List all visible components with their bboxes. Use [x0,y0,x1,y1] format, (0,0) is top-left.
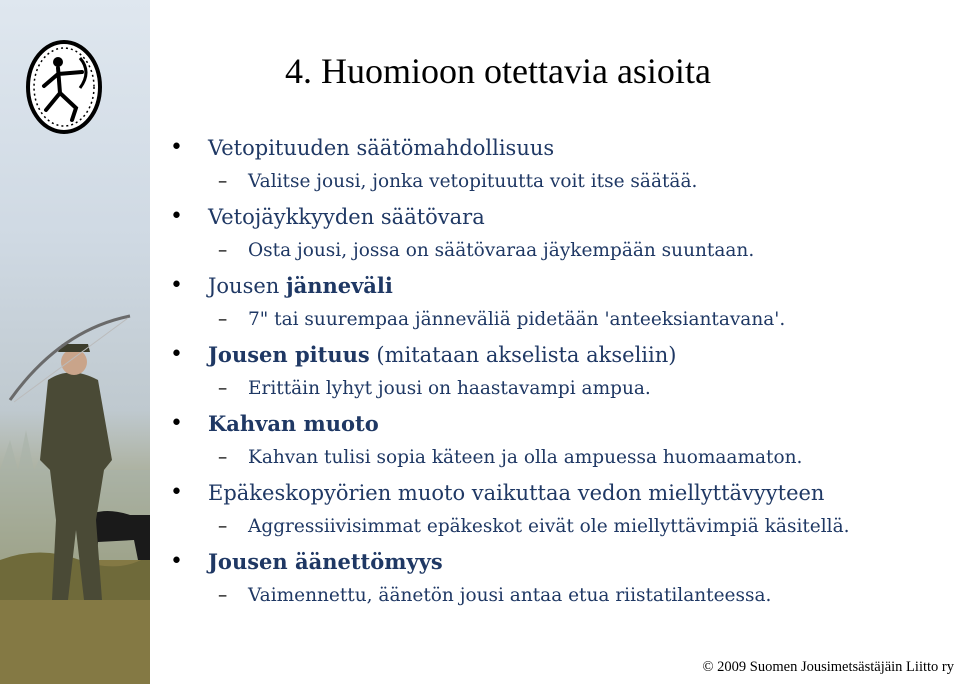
bullet-text: Epäkeskopyörien muoto vaikuttaa vedon miellyttävyyteen [208,481,825,505]
bullet-marker: • [170,135,183,160]
bullet-marker: • [170,204,183,229]
sub-item [170,443,950,477]
bullet-text: Jousen [208,274,286,298]
bullet-text-bold: Jousen äänettömyys [208,549,443,574]
bullet-item [170,201,950,236]
bullet-marker: • [170,411,183,436]
sub-item [170,236,950,270]
dash-marker: – [218,516,228,537]
sub-item [170,581,950,615]
bullet-marker: • [170,480,183,505]
bullet-item [170,546,950,581]
sub-text: Valitse jousi, jonka vetopituutta voit itse säätää. [248,171,698,192]
bullet-marker: • [170,342,183,367]
bullet-item [170,477,950,512]
sub-text: Kahvan tulisi sopia käteen ja olla ampuessa huomaamaton. [248,447,803,468]
bullet-item [170,339,950,374]
archer-emblem-icon [24,38,104,136]
dash-marker: – [218,240,228,261]
bullet-item [170,408,950,443]
bullet-item [170,270,950,305]
bullet-text-bold: jänneväli [286,273,393,298]
bullet-list [170,132,950,615]
dash-marker: – [218,585,228,606]
bullet-item [170,132,950,167]
dash-marker: – [218,447,228,468]
sub-item [170,167,950,201]
bullet-marker: • [170,549,183,574]
slide-title: 4. Huomioon otettavia asioita [285,51,711,91]
sub-text: Erittäin lyhyt jousi on haastavampi ampua. [248,378,651,399]
sub-item [170,374,950,408]
bullet-text-bold: Kahvan muoto [208,411,379,436]
dash-marker: – [218,171,228,192]
sub-item [170,305,950,339]
dash-marker: – [218,378,228,399]
dash-marker: – [218,309,228,330]
sub-text: Osta jousi, jossa on säätövaraa jäykempään suuntaan. [248,240,755,261]
sub-text: Vaimennettu, äänetön jousi antaa etua riistatilanteessa. [248,585,772,606]
bullet-text: Vetojäykkyyden säätövara [208,205,485,229]
sub-item [170,512,950,546]
bullet-marker: • [170,273,183,298]
copyright-footer: © 2009 Suomen Jousimetsästäjäin Liitto ry [702,659,954,675]
bullet-text: (mitataan akselista akseliin) [369,343,677,367]
bullet-text: Vetopituuden säätömahdollisuus [208,136,555,160]
hunter-with-bow-photo [0,0,150,684]
sub-text: Aggressiivisimmat epäkeskot eivät ole miellyttävimpiä käsitellä. [248,516,850,537]
bullet-text-bold: Jousen pituus [208,342,370,367]
sub-text: 7" tai suurempaa jänneväliä pidetään 'anteeksiantavana'. [248,309,786,330]
